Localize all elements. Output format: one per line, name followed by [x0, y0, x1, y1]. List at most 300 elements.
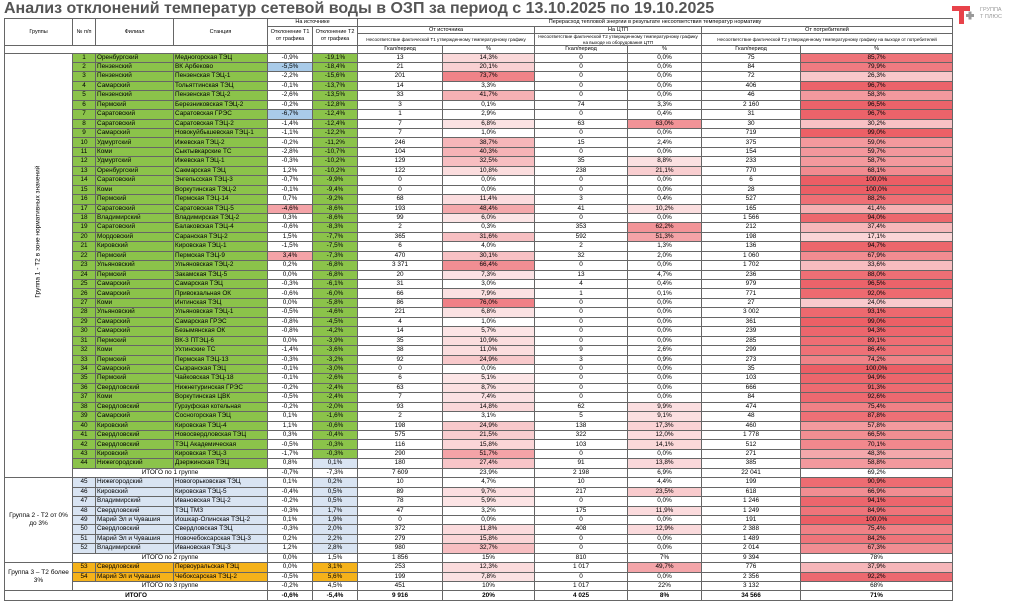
header-station: Станция [174, 19, 268, 46]
consumer-value: 3 132 [702, 582, 801, 591]
source-value: 78 [358, 497, 443, 506]
row-num: 31 [73, 336, 96, 345]
dev-t2-cell: -0,6% [313, 421, 358, 430]
source-value: 575 [358, 431, 443, 440]
source-value: 0 [358, 364, 443, 373]
source-pct: 76,0% [443, 298, 535, 307]
source-value: 14 [358, 327, 443, 336]
dev-t1-cell: -0,2% [268, 138, 313, 147]
row-num: 21 [73, 242, 96, 251]
consumer-pct: 93,1% [801, 308, 953, 317]
source-pct: 14,3% [443, 53, 535, 62]
table-row [5, 147, 953, 156]
source-value: 279 [358, 534, 443, 543]
consumer-value: 75 [702, 53, 801, 62]
table-row [5, 110, 953, 119]
branch-cell: Пермский [96, 270, 174, 279]
row-num: 39 [73, 412, 96, 421]
consumer-value: 48 [702, 412, 801, 421]
ctp-value: 0 [535, 147, 628, 156]
ctp-pct: 0,0% [628, 515, 702, 524]
consumer-value: 154 [702, 147, 801, 156]
consumer-value: 375 [702, 138, 801, 147]
consumer-pct: 75,4% [801, 525, 953, 534]
dev-t1-cell: -0,3% [268, 280, 313, 289]
branch-cell: Пермский [96, 195, 174, 204]
group-3-label: Группа 3 – Т2 более 3% [8, 568, 69, 584]
branch-cell: Марий Эл и Чувашия [96, 534, 174, 543]
consumer-value: 84 [702, 62, 801, 71]
consumer-pct: 68% [801, 582, 953, 591]
ctp-value: 0 [535, 449, 628, 458]
station-cell: Кировская ТЭЦ-5 [174, 487, 268, 496]
table-row [5, 195, 953, 204]
source-value: 0 [358, 185, 443, 194]
source-pct: 11,0% [443, 346, 535, 355]
grand-total-label: ИТОГО [5, 591, 268, 600]
ctp-value: 41 [535, 204, 628, 213]
row-num: 47 [73, 497, 96, 506]
consumer-pct: 48,3% [801, 449, 953, 458]
source-value: 63 [358, 383, 443, 392]
station-cell: Медногорская ТЭЦ [174, 53, 268, 62]
consumer-pct: 99,0% [801, 129, 953, 138]
branch-cell: Пермский [96, 251, 174, 260]
consumer-pct: 92,6% [801, 393, 953, 402]
dev-t2-cell: -12,4% [313, 119, 358, 128]
ctp-value: 408 [535, 525, 628, 534]
dev-t2-cell: -11,2% [313, 138, 358, 147]
dev-t2-cell: -4,5% [313, 317, 358, 326]
source-pct: 0,3% [443, 223, 535, 232]
consumer-pct: 94,9% [801, 374, 953, 383]
unit-t2-spacer [313, 46, 358, 54]
consumer-value: 512 [702, 440, 801, 449]
ctp-pct: 2,4% [628, 138, 702, 147]
consumer-value: 666 [702, 383, 801, 392]
table-row [5, 280, 953, 289]
dev-t1-cell: -1,4% [268, 119, 313, 128]
dev-t2-cell: -7,3% [313, 251, 358, 260]
row-num: 12 [73, 157, 96, 166]
station-cell: Владимирская ТЭЦ-2 [174, 213, 268, 222]
consumer-value: 406 [702, 81, 801, 90]
row-num: 43 [73, 449, 96, 458]
source-value: 35 [358, 336, 443, 345]
consumer-value: 770 [702, 166, 801, 175]
dev-t2-cell: 0,5% [313, 487, 358, 496]
station-cell: Саратовская ТЭЦ-5 [174, 204, 268, 213]
dev-t1-cell: 0,7% [268, 195, 313, 204]
source-pct: 7,4% [443, 393, 535, 402]
consumer-value: 84 [702, 393, 801, 402]
consumer-pct: 88,2% [801, 195, 953, 204]
row-num: 48 [73, 506, 96, 515]
source-value: 7 [358, 129, 443, 138]
source-pct: 5,1% [443, 374, 535, 383]
branch-cell: Саратовский [96, 223, 174, 232]
consumer-value: 776 [702, 563, 801, 572]
branch-cell: Пензенский [96, 62, 174, 71]
station-cell: Ульяновская ТЭЦ-1 [174, 308, 268, 317]
ctp-value: 0 [535, 383, 628, 392]
station-cell: Пензенская ТЭЦ-2 [174, 91, 268, 100]
dev-t1-cell: -0,5% [268, 308, 313, 317]
dev-t1-cell: -0,1% [268, 185, 313, 194]
ctp-pct: 0,0% [628, 544, 702, 553]
ctp-pct: 12,9% [628, 525, 702, 534]
source-pct: 15,8% [443, 534, 535, 543]
source-pct: 12,3% [443, 563, 535, 572]
source-value: 47 [358, 506, 443, 515]
consumer-pct: 91,3% [801, 383, 953, 392]
dev-t1-cell: -0,3% [268, 157, 313, 166]
dev-t2-cell: -0,3% [313, 449, 358, 458]
ctp-pct: 0,0% [628, 147, 702, 156]
table-row [5, 242, 953, 251]
ctp-value: 0 [535, 497, 628, 506]
consumer-pct: 100,0% [801, 364, 953, 373]
dev-t1-cell: -5,5% [268, 62, 313, 71]
source-pct: 6,0% [443, 213, 535, 222]
consumer-value: 1 778 [702, 431, 801, 440]
source-pct: 11,8% [443, 525, 535, 534]
ctp-pct: 0,0% [628, 72, 702, 81]
branch-cell: Пензенский [96, 72, 174, 81]
consumer-value: 165 [702, 204, 801, 213]
dev-t2-cell: -4,6% [313, 308, 358, 317]
consumer-pct: 79,9% [801, 62, 953, 71]
branch-cell: Удмуртский [96, 157, 174, 166]
table-row [5, 213, 953, 222]
consumer-value: 72 [702, 72, 801, 81]
ctp-value: 0 [535, 261, 628, 270]
consumer-pct: 84,9% [801, 506, 953, 515]
ctp-pct: 0,0% [628, 261, 702, 270]
dev-t2-cell: -3,0% [313, 364, 358, 373]
branch-cell: Коми [96, 346, 174, 355]
ctp-value: 0 [535, 317, 628, 326]
source-pct: 0,0% [443, 515, 535, 524]
dev-t1-cell: -1,7% [268, 449, 313, 458]
source-value: 86 [358, 298, 443, 307]
table-row [5, 374, 953, 383]
header-num: № п/п [73, 19, 96, 46]
source-value: 201 [358, 72, 443, 81]
consumer-value: 239 [702, 327, 801, 336]
station-cell: Гурзуфская котельная [174, 402, 268, 411]
table-row [5, 298, 953, 307]
table-row [5, 157, 953, 166]
ctp-value: 0 [535, 544, 628, 553]
dev-t2-cell: -9,4% [313, 185, 358, 194]
consumer-pct: 88,0% [801, 270, 953, 279]
consumer-pct: 90,9% [801, 478, 953, 487]
source-value: 99 [358, 213, 443, 222]
total-row [5, 468, 953, 477]
table-row [5, 534, 953, 543]
branch-cell: Коми [96, 185, 174, 194]
header-dev-t2: Отклонение Т2 от графика [313, 26, 358, 46]
ctp-pct: 0,0% [628, 374, 702, 383]
dev-t1-cell: 1,2% [268, 544, 313, 553]
consumer-value: 136 [702, 242, 801, 251]
consumer-pct: 85,7% [801, 53, 953, 62]
station-cell: Ижевская ТЭЦ-1 [174, 157, 268, 166]
row-num: 33 [73, 355, 96, 364]
dev-t1-cell: 1,5% [268, 232, 313, 241]
table-row [5, 176, 953, 185]
dev-t2-cell: -3,6% [313, 346, 358, 355]
branch-cell: Свердловский [96, 506, 174, 515]
header-desc-consumer: Несоответствие фактической Т2 утвержденному температурному графику на выходе от потребителей [702, 34, 953, 46]
group-label [5, 53, 73, 478]
source-pct: 6,8% [443, 119, 535, 128]
consumer-pct: 67,3% [801, 544, 953, 553]
dev-t1-cell: -1,5% [268, 242, 313, 251]
ctp-pct: 13,8% [628, 459, 702, 468]
row-num: 14 [73, 176, 96, 185]
consumer-value: 236 [702, 270, 801, 279]
station-cell: Сызранская ТЭЦ [174, 364, 268, 373]
source-value: 21 [358, 62, 443, 71]
consumer-pct: 71% [801, 591, 953, 600]
pct-header: % [801, 46, 953, 54]
consumer-pct: 70,1% [801, 440, 953, 449]
branch-cell: Пермский [96, 374, 174, 383]
dev-t1-cell: -0,2% [268, 383, 313, 392]
table-row [5, 383, 953, 392]
source-pct: 20,1% [443, 62, 535, 71]
consumer-value: 618 [702, 487, 801, 496]
consumer-pct: 37,4% [801, 223, 953, 232]
consumer-pct: 67,9% [801, 251, 953, 260]
dev-t2-cell: 2,2% [313, 534, 358, 543]
branch-cell: Самарский [96, 412, 174, 421]
source-value: 0 [358, 176, 443, 185]
table-row [5, 119, 953, 128]
consumer-value: 103 [702, 374, 801, 383]
branch-cell: Самарский [96, 364, 174, 373]
branch-cell: Свердловский [96, 563, 174, 572]
total-row [5, 582, 953, 591]
branch-cell: Ульяновский [96, 261, 174, 270]
branch-cell: Коми [96, 147, 174, 156]
table-row [5, 478, 953, 487]
dev-t2-cell: -7,7% [313, 232, 358, 241]
source-pct: 1,0% [443, 317, 535, 326]
row-num: 1 [73, 53, 96, 62]
ctp-pct: 63,0% [628, 119, 702, 128]
table-row [5, 497, 953, 506]
consumer-pct: 100,0% [801, 176, 953, 185]
row-num: 52 [73, 544, 96, 553]
table-row [5, 100, 953, 109]
source-pct: 27,4% [443, 459, 535, 468]
branch-cell: Пензенский [96, 91, 174, 100]
dev-t2-cell: -10,7% [313, 147, 358, 156]
consumer-pct: 99,0% [801, 317, 953, 326]
consumer-value: 30 [702, 119, 801, 128]
table-row [5, 62, 953, 71]
source-value: 221 [358, 308, 443, 317]
row-num: 3 [73, 72, 96, 81]
table-row [5, 544, 953, 553]
station-cell: Йошкар-Олинская ТЭЦ-2 [174, 515, 268, 524]
source-value: 290 [358, 449, 443, 458]
row-num: 7 [73, 110, 96, 119]
row-num: 53 [73, 563, 96, 572]
consumer-value: 3 002 [702, 308, 801, 317]
row-num: 41 [73, 431, 96, 440]
row-num: 5 [73, 91, 96, 100]
branch-cell: Владимирский [96, 544, 174, 553]
table-row [5, 223, 953, 232]
ctp-pct: 0,0% [628, 298, 702, 307]
consumer-value: 6 [702, 176, 801, 185]
dev-t1-cell: 0,0% [268, 270, 313, 279]
source-pct: 1,0% [443, 129, 535, 138]
table-row [5, 204, 953, 213]
branch-cell: Кировский [96, 449, 174, 458]
branch-cell: Свердловский [96, 525, 174, 534]
group-total-label: ИТОГО по 1 группе [73, 468, 268, 477]
ctp-value: 0 [535, 393, 628, 402]
station-cell: Ижевская ТЭЦ-2 [174, 138, 268, 147]
station-cell: Пермская ТЭЦ-14 [174, 195, 268, 204]
branch-cell: Ульяновский [96, 308, 174, 317]
dev-t1-cell: -0,7% [268, 176, 313, 185]
ctp-value: 9 [535, 346, 628, 355]
ctp-value: 91 [535, 459, 628, 468]
consumer-value: 2 160 [702, 100, 801, 109]
ctp-value: 322 [535, 431, 628, 440]
branch-cell: Удмуртский [96, 138, 174, 147]
company-logo [950, 2, 1020, 28]
table-row [5, 506, 953, 515]
table-row [5, 270, 953, 279]
table-row [5, 431, 953, 440]
consumer-pct: 41,4% [801, 204, 953, 213]
consumer-pct: 58,8% [801, 459, 953, 468]
consumer-value: 1 249 [702, 506, 801, 515]
logo-line-1: ГРУППА [980, 7, 1002, 13]
ctp-value: 2 198 [535, 468, 628, 477]
table-row [5, 72, 953, 81]
branch-cell: Самарский [96, 129, 174, 138]
source-value: 104 [358, 147, 443, 156]
dev-t1-cell: 0,8% [268, 459, 313, 468]
ctp-pct: 0,0% [628, 364, 702, 373]
ctp-value: 1 017 [535, 582, 628, 591]
ctp-pct: 11,9% [628, 506, 702, 515]
header-from-consumer: От потребителей [702, 26, 953, 34]
header-on-ctp: На ЦТП [535, 26, 702, 34]
header-desc-source: Несоответствие фактической Т1 утвержденному температурному графику [358, 34, 535, 46]
row-num: 8 [73, 119, 96, 128]
table-row [5, 138, 953, 147]
row-num: 27 [73, 298, 96, 307]
source-value: 199 [358, 572, 443, 581]
ctp-value: 0 [535, 298, 628, 307]
source-pct: 4,0% [443, 242, 535, 251]
station-cell: Ульяновская ТЭЦ-2 [174, 261, 268, 270]
consumer-pct: 66,5% [801, 431, 953, 440]
station-cell: Ухтинские ТС [174, 346, 268, 355]
dev-t1-cell: 0,1% [268, 412, 313, 421]
row-num: 51 [73, 534, 96, 543]
station-cell: Сакмарская ТЭЦ [174, 166, 268, 175]
table-row [5, 289, 953, 298]
source-pct: 10,8% [443, 166, 535, 175]
ctp-pct: 9,9% [628, 402, 702, 411]
source-pct: 3,2% [443, 506, 535, 515]
page-title: Анализ отклонений температур сетевой воды в ОЗП за период с 13.10.2025 по 19.10.2025 [4, 0, 715, 17]
source-pct: 0,0% [443, 364, 535, 373]
ctp-value: 35 [535, 157, 628, 166]
ctp-pct: 0,9% [628, 355, 702, 364]
dev-t1-cell: -0,3% [268, 525, 313, 534]
ctp-value: 2 [535, 242, 628, 251]
table-row [5, 402, 953, 411]
source-value: 92 [358, 355, 443, 364]
row-num: 24 [73, 270, 96, 279]
branch-cell: Оренбургский [96, 53, 174, 62]
ctp-pct: 8% [628, 591, 702, 600]
row-num: 16 [73, 195, 96, 204]
dev-t1-cell: -0,6% [268, 289, 313, 298]
ctp-pct: 0,0% [628, 129, 702, 138]
ctp-pct: 0,4% [628, 195, 702, 204]
total-row [5, 591, 953, 600]
source-value: 451 [358, 582, 443, 591]
station-cell: Кировская ТЭЦ-1 [174, 242, 268, 251]
consumer-value: 1 566 [702, 213, 801, 222]
ctp-value: 0 [535, 72, 628, 81]
ctp-pct: 0,0% [628, 81, 702, 90]
ctp-value: 1 [535, 289, 628, 298]
source-pct: 31,6% [443, 232, 535, 241]
dev-t1-cell: 0,1% [268, 515, 313, 524]
ctp-pct: 12,0% [628, 431, 702, 440]
ctp-pct: 6,9% [628, 468, 702, 477]
dev-t2-total: -7,3% [313, 468, 358, 477]
dev-t2-cell: 2,0% [313, 525, 358, 534]
table-row [5, 317, 953, 326]
table-row [5, 412, 953, 421]
dev-t2-cell: -6,0% [313, 289, 358, 298]
station-cell: Пермская ТЭЦ-13 [174, 355, 268, 364]
branch-cell: Нижегородский [96, 478, 174, 487]
station-cell: Кировская ТЭЦ-3 [174, 449, 268, 458]
header-groups: Группы [5, 19, 73, 46]
row-num: 23 [73, 261, 96, 270]
ctp-value: 3 [535, 195, 628, 204]
source-value: 3 371 [358, 261, 443, 270]
ctp-pct: 0,0% [628, 327, 702, 336]
dev-t1-cell: -0,3% [268, 355, 313, 364]
consumer-value: 299 [702, 346, 801, 355]
table-row [5, 421, 953, 430]
dev-t2-cell: -2,4% [313, 393, 358, 402]
source-pct: 6,8% [443, 308, 535, 317]
table-row [5, 185, 953, 194]
source-pct: 41,7% [443, 91, 535, 100]
dev-t1-cell: -0,8% [268, 317, 313, 326]
source-pct: 0,0% [443, 176, 535, 185]
source-pct: 7,8% [443, 572, 535, 581]
station-cell: Чебоксарская ТЭЦ-2 [174, 572, 268, 581]
